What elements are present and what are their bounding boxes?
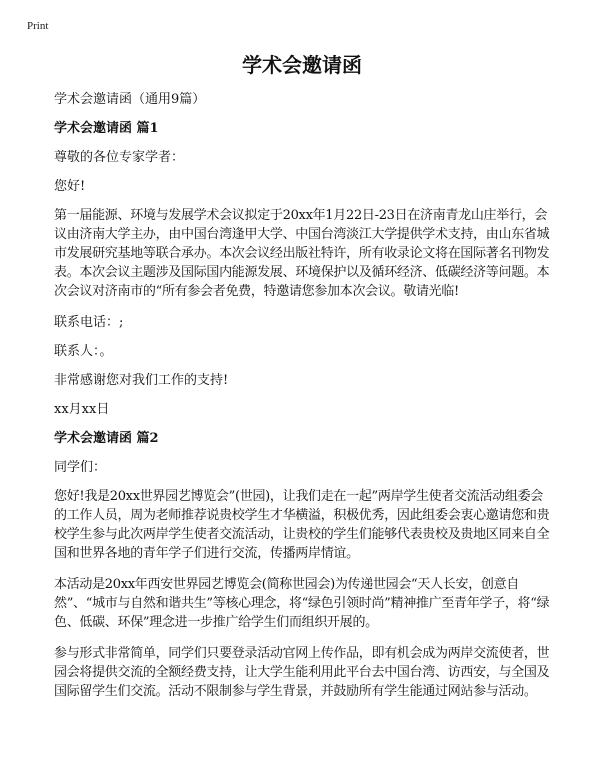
body-paragraph: 参与形式非常简单，同学们只要登录活动官网上传作品，即有机会成为两岸交流使者，世园会将提供交流的全额经费支持，让大学生能利用此平台去中国台湾、访西安，与全国及国际留学生们交流。活动不限制参与学生背景，并鼓励所有学生能通过网站参与活动。: [54, 646, 550, 699]
contact-phone: 联系电话：;: [54, 315, 124, 330]
print-link[interactable]: Print: [27, 20, 49, 32]
body-paragraph: 本活动是20xx年西安世界园艺博览会(简称世园会)为传递世园会“天人长安，创意自然”、“城市与自然和谐共生”等核心理念，将“绿色引领时尚”精神推广至青年学子，将“绿色、低碳、环保”理念进一步推广给学生们而组织开展的。: [54, 577, 550, 630]
contact-person: 联系人：。: [54, 344, 113, 359]
thanks-line: 非常感谢您对我们工作的支持!: [54, 373, 229, 388]
date-line: xx月xx日: [54, 402, 110, 417]
salutation-2: 同学们：: [54, 460, 107, 475]
salutation: 尊敬的各位专家学者：: [54, 150, 185, 165]
document-title: 学术会邀请函: [242, 53, 362, 77]
body-paragraph: 您好!我是20xx世界园艺博览会”(世园)，让我们走在一起”两岸学生使者交流活动组委会的工作人员，周为老师推荐说贵校学生才华横溢，积极优秀，因此组委会衷心邀请您和贵校学生参与此次两岸学生使者交流活动，让贵校的学生们能够代表贵校及贵地区同来自全国和世界各地的青年学子们进行交流，传播两岸情谊。: [54, 489, 550, 561]
document-page: [54, 52, 550, 713]
document-subtitle: 学术会邀请函（通用9篇）: [54, 92, 206, 107]
greeting: 您好!: [54, 179, 86, 194]
section-heading-1: 学术会邀请函 篇1: [54, 121, 159, 136]
section-heading-2: 学术会邀请函 篇2: [54, 431, 159, 446]
body-paragraph: 第一届能源、环境与发展学术会议拟定于20xx年1月22日-23日在济南青龙山庄举行，会议由济南大学主办，由中国台湾逢甲大学、中国台湾淡江大学提供学术支持，由山东省城市发展研究基地等联合承办。本次会议经出版社特许，所有收录论文将在国际著名刊物发表。本次会议主题涉及国际国内能源发展、环境保护以及循环经济、低碳经济等问题。本次会议对济南市的“所有参会者免费，特邀请您参加本次会议。敬请光临!: [54, 208, 550, 299]
